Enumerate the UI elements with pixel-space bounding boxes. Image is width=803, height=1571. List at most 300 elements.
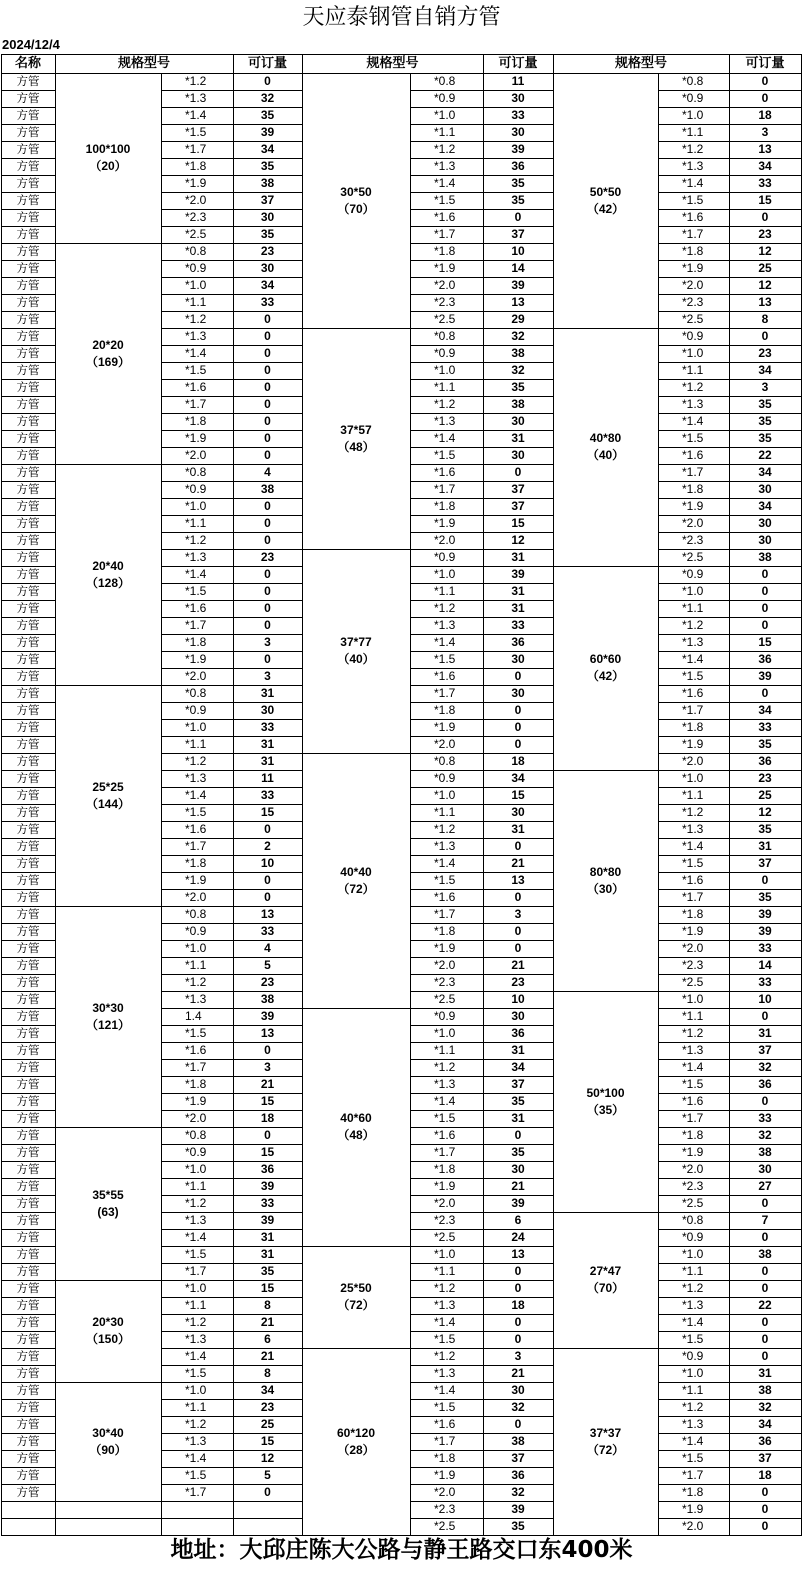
qty-cell: 39 bbox=[758, 669, 772, 683]
qty-cell: 0 bbox=[761, 1519, 769, 1533]
model-cell: *1.2 bbox=[185, 1315, 207, 1329]
model-cell: *1.3 bbox=[434, 1366, 456, 1380]
grid-line bbox=[410, 1280, 554, 1281]
qty-cell: 0 bbox=[264, 618, 271, 632]
grid-line bbox=[1, 1280, 56, 1281]
grid-line bbox=[55, 685, 162, 686]
qty-cell: 33 bbox=[758, 941, 772, 955]
qty-cell: 35 bbox=[511, 193, 525, 207]
grid-line bbox=[410, 515, 554, 516]
model-cell: *1.6 bbox=[434, 1417, 456, 1431]
model-cell: *0.8 bbox=[682, 74, 704, 88]
grid-line bbox=[410, 566, 554, 567]
model-cell: *1.9 bbox=[682, 1502, 704, 1516]
qty-cell: 35 bbox=[511, 380, 525, 394]
grid-line bbox=[410, 1484, 554, 1485]
grid-line bbox=[161, 566, 303, 567]
grid-line bbox=[410, 260, 554, 261]
grid-line bbox=[410, 1161, 554, 1162]
model-cell: *0.9 bbox=[682, 1349, 704, 1363]
model-cell: *1.5 bbox=[434, 193, 456, 207]
grid-line bbox=[161, 243, 303, 244]
row-name: 方管 bbox=[16, 1043, 40, 1057]
grid-line bbox=[1, 481, 56, 482]
grid-line bbox=[658, 906, 802, 907]
model-cell: *1.7 bbox=[434, 1434, 456, 1448]
model-cell: *1.5 bbox=[434, 448, 456, 462]
row-name: 方管 bbox=[16, 210, 40, 224]
model-cell: *1.2 bbox=[682, 1400, 704, 1414]
row-name: 方管 bbox=[16, 1298, 40, 1312]
grid-line bbox=[161, 1110, 303, 1111]
grid-line bbox=[553, 54, 554, 1536]
row-name: 方管 bbox=[16, 618, 40, 632]
grid-line bbox=[410, 889, 554, 890]
grid-line bbox=[658, 260, 802, 261]
grid-line bbox=[161, 804, 303, 805]
grid-line bbox=[658, 1127, 802, 1128]
grid-line bbox=[658, 600, 802, 601]
qty-cell: 36 bbox=[758, 1434, 772, 1448]
grid-line bbox=[410, 1314, 554, 1315]
grid-line bbox=[658, 1297, 802, 1298]
qty-cell: 13 bbox=[511, 295, 525, 309]
model-cell: *2.0 bbox=[434, 1485, 456, 1499]
model-cell: *1.2 bbox=[434, 601, 456, 615]
qty-cell: 0 bbox=[761, 1196, 769, 1210]
model-cell: *2.0 bbox=[682, 278, 704, 292]
model-cell: *1.2 bbox=[434, 1281, 456, 1295]
qty-cell: 30 bbox=[511, 1383, 525, 1397]
qty-cell: 13 bbox=[260, 1026, 275, 1040]
spec-label: 60*60 （42） bbox=[586, 652, 625, 683]
qty-cell: 3 bbox=[264, 635, 271, 649]
model-cell: *1.3 bbox=[682, 397, 704, 411]
grid-line bbox=[410, 1399, 554, 1400]
qty-cell: 38 bbox=[758, 550, 772, 564]
grid-line bbox=[161, 974, 303, 975]
model-cell: *1.3 bbox=[682, 159, 704, 173]
model-cell: *1.1 bbox=[434, 1264, 456, 1278]
qty-cell bbox=[233, 1501, 302, 1518]
qty-cell: 36 bbox=[511, 1026, 525, 1040]
model-cell: *2.0 bbox=[434, 278, 456, 292]
model-cell: *0.9 bbox=[434, 1009, 456, 1023]
spec-label: 37*57 （48） bbox=[337, 422, 375, 454]
grid-line bbox=[161, 1042, 303, 1043]
grid-line bbox=[410, 991, 554, 992]
grid-line bbox=[1, 1416, 56, 1417]
qty-cell: 23 bbox=[260, 244, 275, 258]
model-cell: *1.4 bbox=[434, 1383, 456, 1397]
spec-label: 50*50 （42） bbox=[586, 184, 625, 216]
model-cell: *1.3 bbox=[185, 550, 207, 564]
grid-line bbox=[1, 1314, 56, 1315]
grid-line bbox=[658, 498, 802, 499]
grid-line bbox=[658, 685, 802, 686]
qty-cell: 32 bbox=[758, 1400, 772, 1414]
model-cell: *1.4 bbox=[434, 431, 456, 445]
qty-cell: 0 bbox=[761, 618, 769, 632]
qty-cell: 39 bbox=[260, 1213, 275, 1227]
model-cell: *1.5 bbox=[434, 873, 456, 887]
grid-line bbox=[410, 294, 554, 295]
model-cell: *1.4 bbox=[185, 1451, 207, 1465]
model-cell: *1.2 bbox=[434, 397, 456, 411]
model-cell: *1.7 bbox=[434, 1145, 456, 1159]
model-cell: *1.4 bbox=[185, 346, 207, 360]
grid-line bbox=[658, 736, 802, 737]
qty-cell: 11 bbox=[261, 771, 274, 785]
model-cell: *1.5 bbox=[682, 856, 704, 870]
spec-label: 80*80 （30） bbox=[586, 864, 625, 896]
grid-line bbox=[55, 1280, 162, 1281]
grid-line bbox=[658, 770, 802, 771]
qty-cell: 38 bbox=[511, 1434, 525, 1448]
row-name: 方管 bbox=[16, 720, 40, 734]
model-cell: *1.0 bbox=[434, 108, 456, 122]
model-cell: *2.5 bbox=[434, 1230, 456, 1244]
spec-label: 35*55 (63) bbox=[92, 1187, 124, 1219]
row-name: 方管 bbox=[16, 703, 40, 717]
model-cell: *1.3 bbox=[434, 1298, 456, 1312]
model-cell: *1.1 bbox=[185, 516, 207, 530]
qty-cell: 13 bbox=[511, 873, 525, 887]
model-cell: *1.9 bbox=[185, 1094, 207, 1108]
grid-line bbox=[410, 787, 554, 788]
row-name: 方管 bbox=[16, 1094, 40, 1108]
address-footer: 地址：大邱庄陈大公路与静王路交口东400米 bbox=[170, 1537, 633, 1563]
grid-line bbox=[161, 362, 303, 363]
qty-cell: 0 bbox=[761, 584, 769, 598]
row-name: 方管 bbox=[16, 652, 40, 666]
qty-cell: 0 bbox=[514, 210, 522, 224]
grid-line bbox=[55, 1127, 162, 1128]
model-cell: *0.8 bbox=[185, 1128, 207, 1142]
grid-line bbox=[658, 634, 802, 635]
qty-cell: 0 bbox=[264, 822, 271, 836]
row-name: 方管 bbox=[16, 159, 40, 173]
qty-cell: 34 bbox=[758, 703, 772, 717]
grid-line bbox=[410, 481, 554, 482]
qty-cell: 39 bbox=[511, 1196, 525, 1210]
qty-cell: 32 bbox=[758, 1128, 772, 1142]
model-cell: *1.8 bbox=[185, 1077, 207, 1091]
qty-cell: 31 bbox=[511, 431, 525, 445]
spec-label: 25*50 （72） bbox=[337, 1281, 375, 1312]
model-cell: *1.5 bbox=[185, 805, 207, 819]
qty-cell: 0 bbox=[264, 448, 271, 462]
grid-line bbox=[1, 1093, 56, 1094]
row-name: 方管 bbox=[16, 312, 40, 326]
grid-line bbox=[658, 804, 802, 805]
qty-cell: 38 bbox=[758, 1383, 772, 1397]
grid-line bbox=[658, 1365, 802, 1366]
model-cell: *1.4 bbox=[682, 414, 704, 428]
header-qty: 可订量 bbox=[247, 56, 287, 71]
grid-line bbox=[161, 583, 303, 584]
model-cell: *1.6 bbox=[185, 822, 207, 836]
model-cell: *1.0 bbox=[682, 1247, 704, 1261]
model-cell: *2.0 bbox=[434, 737, 456, 751]
row-name: 方管 bbox=[16, 1383, 40, 1397]
grid-line bbox=[410, 600, 554, 601]
row-name: 方管 bbox=[16, 1128, 40, 1142]
model-cell: *2.3 bbox=[434, 1502, 456, 1516]
grid-line bbox=[410, 1008, 554, 1009]
grid-line bbox=[1, 600, 56, 601]
model-cell: *1.7 bbox=[682, 703, 704, 717]
grid-line bbox=[729, 54, 730, 1536]
qty-cell: 0 bbox=[264, 431, 271, 445]
grid-line bbox=[658, 1314, 802, 1315]
qty-cell: 0 bbox=[264, 652, 271, 666]
model-cell: *2.0 bbox=[185, 669, 207, 683]
grid-line bbox=[658, 158, 802, 159]
qty-cell: 36 bbox=[511, 635, 525, 649]
grid-line bbox=[410, 1467, 554, 1468]
qty-cell: 38 bbox=[511, 397, 525, 411]
model-cell: *1.1 bbox=[434, 125, 456, 139]
grid-line bbox=[410, 1450, 554, 1451]
qty-cell: 27 bbox=[758, 1179, 772, 1193]
model-cell: *0.9 bbox=[185, 924, 207, 938]
grid-line bbox=[658, 702, 802, 703]
qty-cell: 35 bbox=[758, 431, 772, 445]
model-cell: *1.9 bbox=[185, 873, 207, 887]
grid-line bbox=[1, 1246, 56, 1247]
qty-cell: 32 bbox=[511, 1485, 525, 1499]
grid-line bbox=[658, 141, 802, 142]
qty-cell: 0 bbox=[264, 601, 271, 615]
qty-cell: 30 bbox=[260, 261, 275, 275]
grid-line bbox=[658, 1501, 802, 1502]
grid-line bbox=[658, 889, 802, 890]
qty-cell: 11 bbox=[511, 74, 525, 88]
qty-cell: 30 bbox=[758, 1162, 772, 1176]
model-cell: *1.9 bbox=[185, 431, 207, 445]
row-name: 方管 bbox=[16, 227, 40, 241]
grid-line bbox=[161, 1127, 303, 1128]
grid-line bbox=[1, 1110, 56, 1111]
grid-line bbox=[55, 1382, 162, 1383]
qty-cell: 35 bbox=[758, 737, 772, 751]
qty-cell: 18 bbox=[511, 1298, 525, 1312]
row-name: 方管 bbox=[16, 1077, 40, 1091]
grid-line bbox=[658, 311, 802, 312]
grid-line bbox=[161, 226, 303, 227]
row-name: 方管 bbox=[16, 941, 40, 955]
model-cell: *1.8 bbox=[682, 1485, 704, 1499]
model-cell: *2.3 bbox=[185, 210, 207, 224]
grid-line bbox=[658, 532, 802, 533]
model-cell: *1.7 bbox=[682, 227, 704, 241]
grid-line bbox=[658, 651, 802, 652]
grid-line bbox=[161, 1365, 303, 1366]
row-name: 方管 bbox=[16, 1213, 40, 1227]
grid-line bbox=[410, 549, 554, 550]
grid-line bbox=[410, 175, 554, 176]
grid-line bbox=[410, 957, 554, 958]
model-cell: *0.9 bbox=[185, 703, 207, 717]
qty-cell: 39 bbox=[511, 567, 525, 581]
model-cell: *1.5 bbox=[185, 584, 207, 598]
row-name: 方管 bbox=[16, 261, 40, 275]
model-cell: *1.4 bbox=[185, 108, 207, 122]
qty-cell: 3 bbox=[514, 907, 522, 921]
row-name: 方管 bbox=[16, 1349, 40, 1363]
row-name: 方管 bbox=[16, 465, 40, 479]
grid-line bbox=[410, 872, 554, 873]
qty-cell: 30 bbox=[511, 686, 525, 700]
qty-cell: 15 bbox=[758, 635, 772, 649]
grid-line bbox=[161, 1450, 303, 1451]
model-cell: *1.5 bbox=[682, 669, 704, 683]
grid-line bbox=[658, 413, 802, 414]
model-cell: *1.1 bbox=[434, 584, 456, 598]
spec-label: 30*30 （121） bbox=[85, 1000, 131, 1032]
model-cell: *1.4 bbox=[185, 1230, 207, 1244]
model-cell: *2.3 bbox=[682, 1179, 704, 1193]
qty-cell: 34 bbox=[260, 278, 275, 292]
grid-line bbox=[658, 1195, 802, 1196]
qty-cell: 23 bbox=[758, 227, 772, 241]
qty-cell: 21 bbox=[511, 856, 525, 870]
model-cell: *1.7 bbox=[185, 142, 207, 156]
grid-line bbox=[161, 124, 303, 125]
row-name: 方管 bbox=[16, 788, 40, 802]
grid-line bbox=[553, 770, 659, 771]
grid-line bbox=[1, 1450, 56, 1451]
row-name bbox=[1, 1501, 55, 1518]
grid-line bbox=[161, 379, 303, 380]
qty-cell: 0 bbox=[264, 329, 271, 343]
grid-line bbox=[658, 345, 802, 346]
row-name: 方管 bbox=[16, 193, 40, 207]
grid-line bbox=[1, 1144, 56, 1145]
qty-cell: 0 bbox=[514, 1264, 522, 1278]
grid-line bbox=[161, 345, 303, 346]
qty-cell: 30 bbox=[260, 703, 275, 717]
model-cell: *2.0 bbox=[682, 941, 704, 955]
model-cell: *1.7 bbox=[434, 227, 456, 241]
grid-line bbox=[410, 209, 554, 210]
model-cell: *1.4 bbox=[185, 1349, 207, 1363]
row-name: 方管 bbox=[16, 142, 40, 156]
qty-cell: 38 bbox=[758, 1247, 772, 1261]
model-cell: *1.8 bbox=[682, 720, 704, 734]
row-name: 方管 bbox=[16, 1196, 40, 1210]
row-name: 方管 bbox=[16, 992, 40, 1006]
grid-line bbox=[161, 617, 303, 618]
grid-line bbox=[410, 226, 554, 227]
grid-line bbox=[1, 1484, 56, 1485]
model-cell: *1.9 bbox=[434, 516, 456, 530]
grid-line bbox=[161, 1212, 303, 1213]
grid-line bbox=[410, 685, 554, 686]
qty-cell: 0 bbox=[264, 74, 271, 88]
grid-line bbox=[410, 804, 554, 805]
grid-line bbox=[1, 379, 56, 380]
grid-line bbox=[658, 1025, 802, 1026]
grid-line bbox=[1, 54, 802, 55]
model-cell: *0.8 bbox=[682, 1213, 704, 1227]
model-cell: 1.4 bbox=[185, 1009, 202, 1023]
model-cell: *1.0 bbox=[185, 941, 207, 955]
row-name: 方管 bbox=[16, 635, 40, 649]
qty-cell: 0 bbox=[514, 890, 522, 904]
grid-line bbox=[658, 396, 802, 397]
grid-line bbox=[1, 991, 56, 992]
header-spec: 规格型号 bbox=[366, 56, 419, 71]
grid-line bbox=[161, 498, 303, 499]
qty-cell: 10 bbox=[260, 856, 275, 870]
grid-line bbox=[410, 1365, 554, 1366]
model-cell: *1.5 bbox=[185, 1026, 207, 1040]
qty-cell: 15 bbox=[260, 1281, 275, 1295]
grid-line bbox=[410, 396, 554, 397]
qty-cell: 30 bbox=[758, 533, 772, 547]
model-cell: *1.8 bbox=[434, 703, 456, 717]
qty-cell: 39 bbox=[511, 142, 525, 156]
qty-cell: 0 bbox=[264, 380, 271, 394]
model-cell: *1.9 bbox=[682, 1145, 704, 1159]
qty-cell: 25 bbox=[758, 788, 772, 802]
qty-cell: 30 bbox=[511, 805, 525, 819]
grid-line bbox=[658, 1144, 802, 1145]
model-cell: *1.7 bbox=[682, 1468, 704, 1482]
header-qty: 可订量 bbox=[498, 56, 538, 71]
spec-label: 40*80 （40） bbox=[586, 431, 625, 462]
row-name: 方管 bbox=[16, 1230, 40, 1244]
model-cell: *1.2 bbox=[434, 142, 456, 156]
grid-line bbox=[410, 1059, 554, 1060]
grid-line bbox=[410, 1518, 554, 1519]
grid-line bbox=[161, 1501, 303, 1502]
model-cell: *1.7 bbox=[434, 482, 456, 496]
qty-cell: 32 bbox=[511, 329, 525, 343]
grid-line bbox=[658, 73, 659, 1536]
grid-line bbox=[1, 838, 56, 839]
model-cell: *1.4 bbox=[434, 176, 456, 190]
qty-cell: 30 bbox=[511, 1009, 525, 1023]
model-cell: *1.7 bbox=[185, 397, 207, 411]
qty-cell: 3 bbox=[761, 125, 769, 139]
qty-cell: 3 bbox=[264, 669, 271, 683]
grid-line bbox=[658, 566, 802, 567]
grid-line bbox=[161, 1484, 303, 1485]
grid-line bbox=[410, 1433, 554, 1434]
row-name: 方管 bbox=[16, 1179, 40, 1193]
grid-line bbox=[1, 260, 56, 261]
qty-cell: 39 bbox=[758, 924, 772, 938]
model-cell: *1.5 bbox=[682, 1451, 704, 1465]
grid-line bbox=[161, 1399, 303, 1400]
model-cell: *1.2 bbox=[682, 805, 704, 819]
grid-line bbox=[658, 243, 802, 244]
grid-line bbox=[410, 1263, 554, 1264]
model-cell: *1.7 bbox=[185, 1060, 207, 1074]
qty-cell: 35 bbox=[260, 159, 275, 173]
spec-label: 100*100 （20） bbox=[85, 142, 131, 173]
model-cell: *1.0 bbox=[185, 1162, 207, 1176]
grid-line bbox=[410, 702, 554, 703]
model-cell: *1.6 bbox=[185, 380, 207, 394]
model-cell: *1.8 bbox=[682, 907, 704, 921]
row-name: 方管 bbox=[16, 771, 40, 785]
grid-line bbox=[410, 1025, 554, 1026]
grid-line bbox=[658, 1076, 802, 1077]
